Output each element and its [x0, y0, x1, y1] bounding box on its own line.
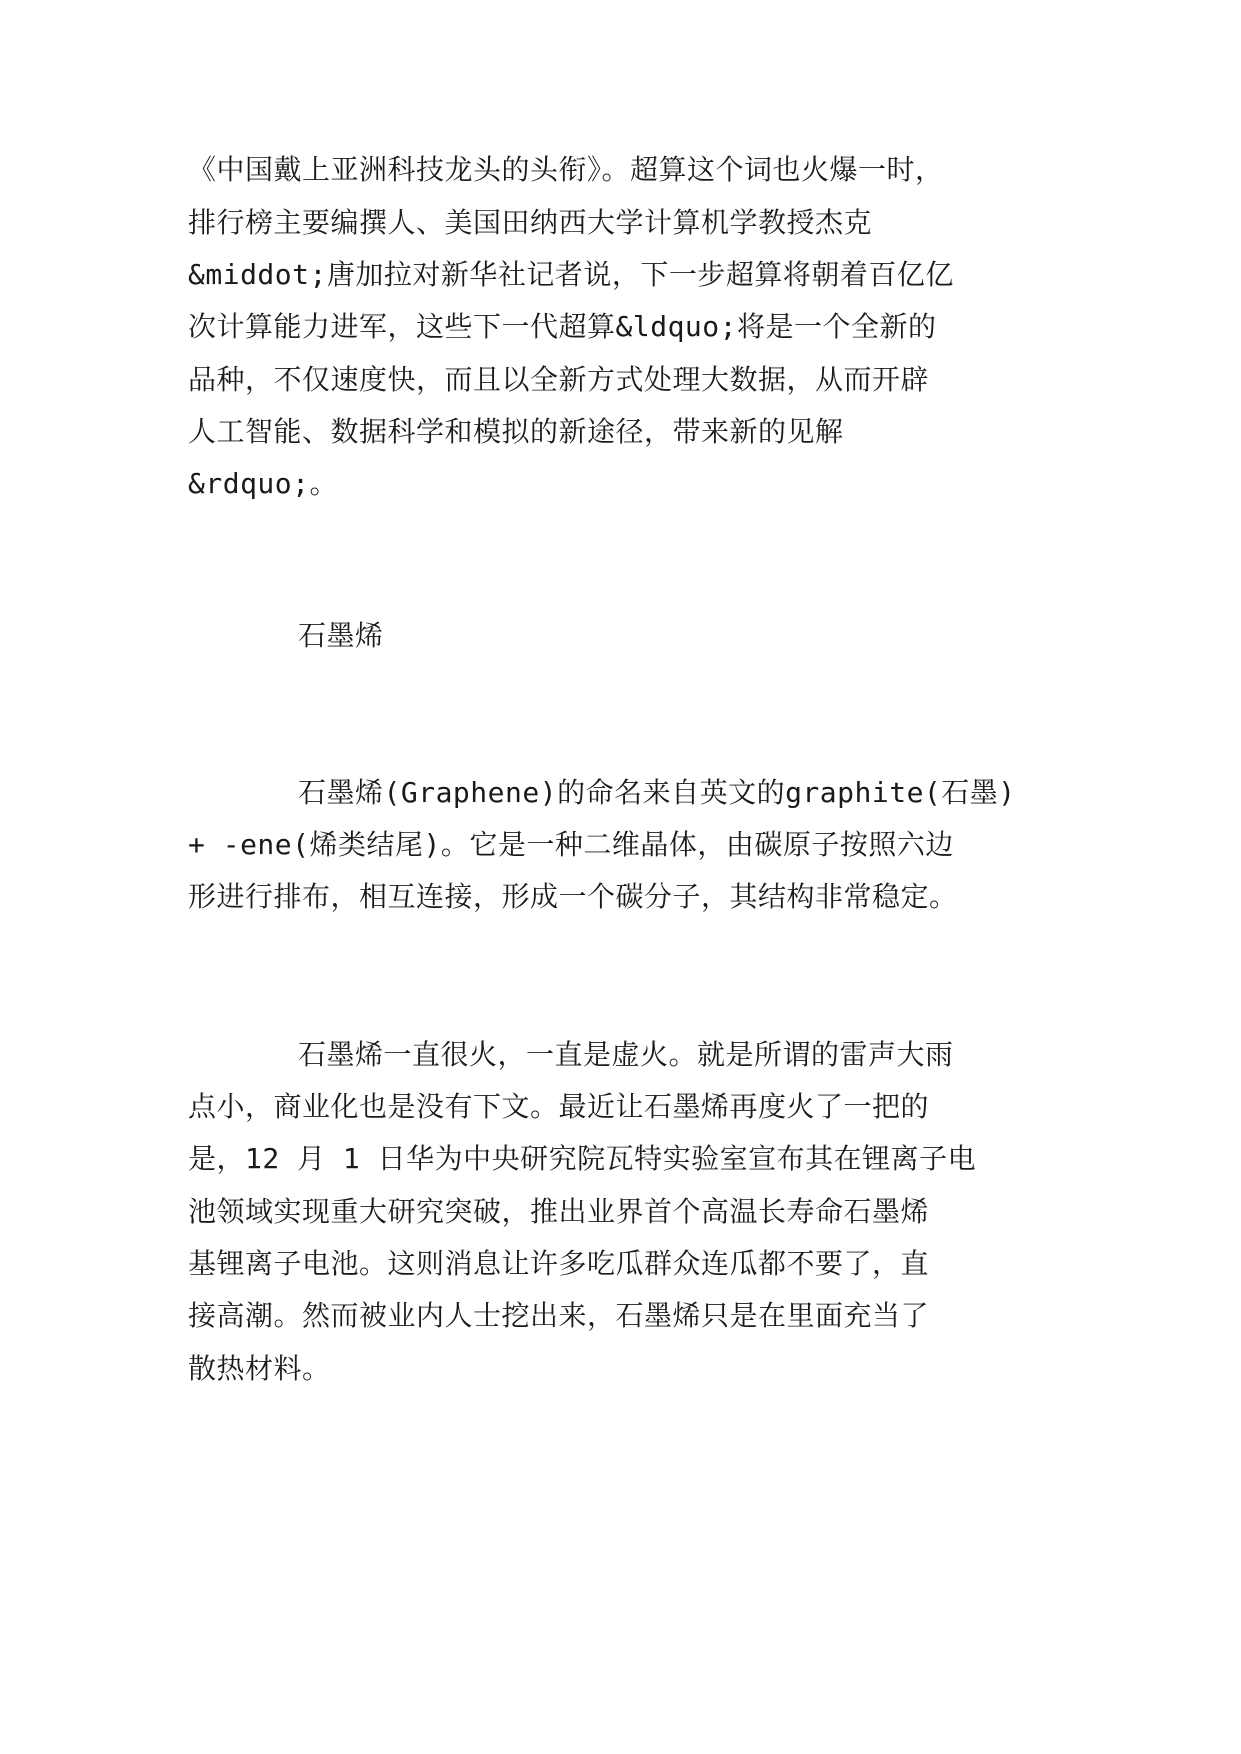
text-line: 散热材料。 — [188, 1352, 331, 1385]
text-line: 人工智能、数据科学和模拟的新途径，带来新的见解 — [188, 415, 844, 448]
text-line: 次计算能力进军，这些下一代超算&ldquo;将是一个全新的 — [188, 310, 937, 343]
text-line: 品种，不仅速度快，而且以全新方式处理大数据，从而开辟 — [188, 363, 930, 396]
text-line: 石墨烯(Graphene)的命名来自英文的graphite(石墨) — [298, 776, 1016, 809]
text-line: 形进行排布，相互连接，形成一个碳分子，其结构非常稳定。 — [188, 880, 958, 913]
text-line: 是，12 月 1 日华为中央研究院瓦特实验室宣布其在锂离子电 — [188, 1142, 977, 1175]
text-line: 接高潮。然而被业内人士挖出来，石墨烯只是在里面充当了 — [188, 1299, 930, 1332]
text-line: 基锂离子电池。这则消息让许多吃瓜群众连瓜都不要了，直 — [188, 1247, 930, 1280]
text-line: &middot;唐加拉对新华社记者说，下一步超算将朝着百亿亿 — [188, 258, 954, 291]
text-line: 池领域实现重大研究突破，推出业界首个高温长寿命石墨烯 — [188, 1195, 930, 1228]
text-line: &rdquo;。 — [188, 467, 339, 500]
text-line: 点小，商业化也是没有下文。最近让石墨烯再度火了一把的 — [188, 1090, 930, 1123]
text-line: 《中国戴上亚洲科技龙头的头衔》。超算这个词也火爆一时， — [188, 153, 944, 186]
text-line: 石墨烯一直很火，一直是虚火。就是所谓的雷声大雨 — [298, 1038, 954, 1071]
text-line: 排行榜主要编撰人、美国田纳西大学计算机学教授杰克 — [188, 206, 873, 239]
text-line: + -ene(烯类结尾)。它是一种二维晶体，由碳原子按照六边 — [188, 828, 954, 861]
section-heading-graphene: 石墨烯 — [298, 619, 384, 652]
